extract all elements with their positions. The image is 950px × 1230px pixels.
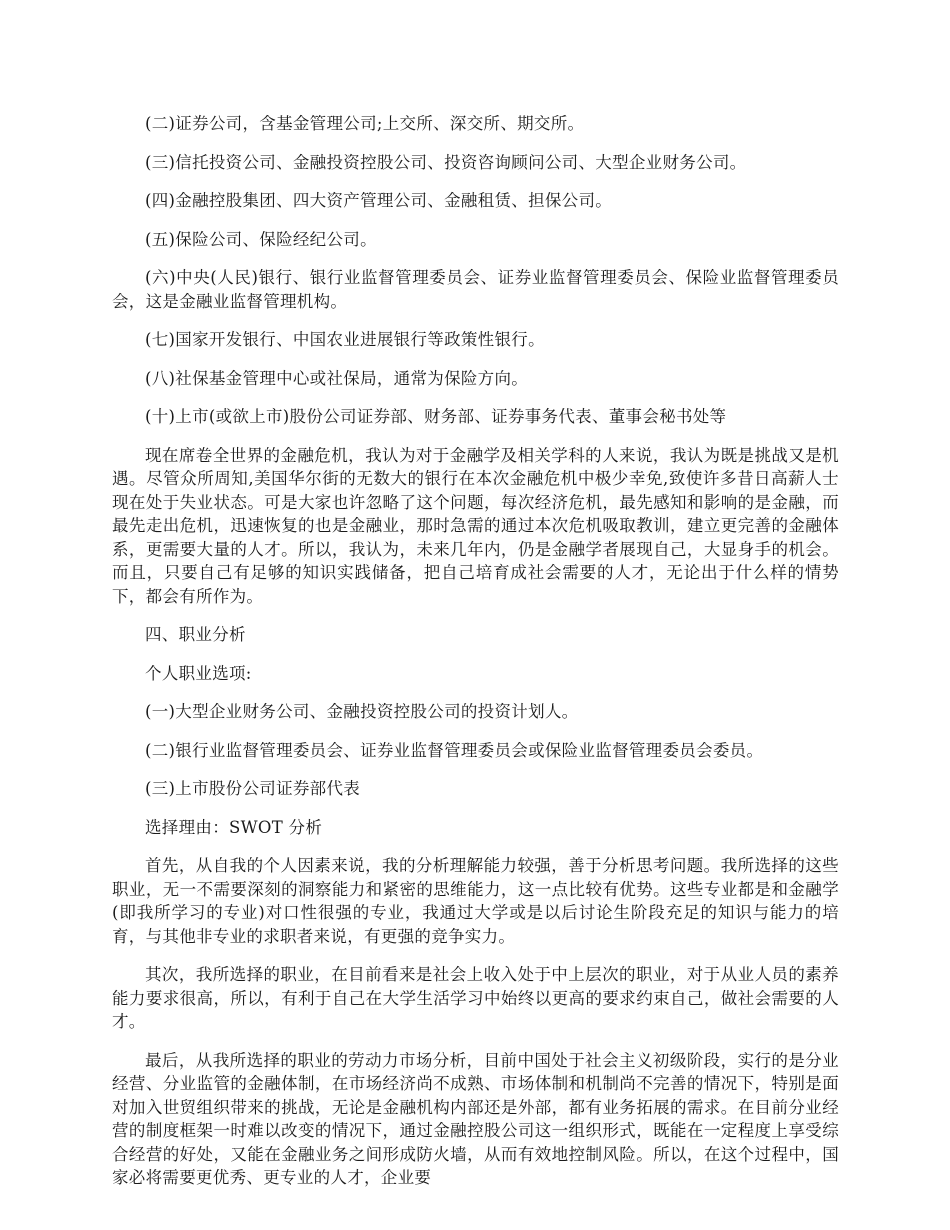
paragraph-policy-banks: (七)国家开发银行、中国农业进展银行等政策性银行。 [145,330,545,349]
paragraph-financial-holding: (四)金融控股集团、四大资产管理公司、金融租赁、担保公司。 [145,191,613,210]
paragraph-first-reason: 首先，从自我的个人因素来说，我的分析理解能力较强，善于分析思考问题。我所选择的这些职业，无一不需要深刻的洞察能力和紧密的思维能力，这一点比较有优势。这些专业都是和金融学(即我所学习的专业)对口性很强的专业，我通过大学或是以后讨论生阶段充足的知识与能力的培育，与其他非专业的求职者来说，有更强的竞争实力。 [112,856,839,946]
paragraph-trust-investment: (三)信托投资公司、金融投资控股公司、投资咨询顾问公司、大型企业财务公司。 [145,152,747,172]
document-body [112,112,839,1190]
paragraph-listed-companies: (十)上市(或欲上市)股份公司证券部、财务部、证券事务代表、董事会秘书处等 [145,407,727,426]
paragraph-insurance: (五)保险公司、保险经纪公司。 [145,229,377,249]
paragraph-second-reason: 其次，我所选择的职业，在目前看来是社会上收入处于中上层次的职业，对于从业人员的素养能力要求很高，所以，有利于自己在大学生活学习中始终以更高的要求约束自己，做社会需要的人才。 [112,965,839,1031]
paragraph-regulators: (六)中央(人民)银行、银行业监督管理委员会、证券业监督管理委员会、保险业监督管理委员会，这是金融业监督管理机构。 [112,268,839,311]
paragraph-option-1: (一)大型企业财务公司、金融投资控股公司的投资计划人。 [145,702,579,721]
paragraph-financial-crisis: 现在席卷全世界的金融危机，我认为对于金融学及相关学科的人来说，我认为既是挑战又是机遇。尽管众所周知,美国华尔街的无数大的银行在本次金融危机中极少幸免,致使许多昔日高薪人士现在处于失业状态。可是大家也许忽略了这个问题，每次经济危机，最先感知和影响的是金融，而最先走出危机，迅速恢复的也是金融业，那时急需的通过本次危机吸取教训，建立更完善的金融体系，更需要大量的人才。所以，我认为，未来几年内，仍是金融学者展现自己，大显身手的机会。而且，只要自己有足够的知识实践储备，把自己培育成社会需要的人才，无论出于什么样的情势下，都会有所作为。 [112,445,839,606]
paragraph-option-2: (二)银行业监督管理委员会、证券业监督管理委员会或保险业监督管理委员会委员。 [145,740,764,760]
paragraph-social-security: (八)社保基金管理中心或社保局，通常为保险方向。 [145,368,529,388]
paragraph-career-options-label: 个人职业选项: [145,663,252,683]
paragraph-third-reason: 最后，从我所选择的职业的劳动力市场分析，目前中国处于社会主义初级阶段，实行的是分业经营、分业监管的金融体制，在市场经济尚不成熟、市场体制和机制尚不完善的情况下，特别是面对加入世贸组织带来的挑战，无论是金融机构内部还是外部，都有业务拓展的需求。在目前分业经营的制度框架一时难以改变的情况下，通过金融控股公司这一组织形式，既能在一定程度上享受综合经营的好处，又能在金融业务之间形成防火墙，从而有效地控制风险。所以，在这个过程中，国家必将需要更优秀、更专业的人才，企业要 [112,1050,839,1187]
paragraph-swot-label: 选择理由：SWOT 分析 [145,817,323,837]
paragraph-securities-companies: (二)证券公司，含基金管理公司;上交所、深交所、期交所。 [145,114,585,133]
paragraph-option-3: (三)上市股份公司证券部代表 [145,779,361,798]
section-heading-career-analysis: 四、职业分析 [145,625,246,644]
